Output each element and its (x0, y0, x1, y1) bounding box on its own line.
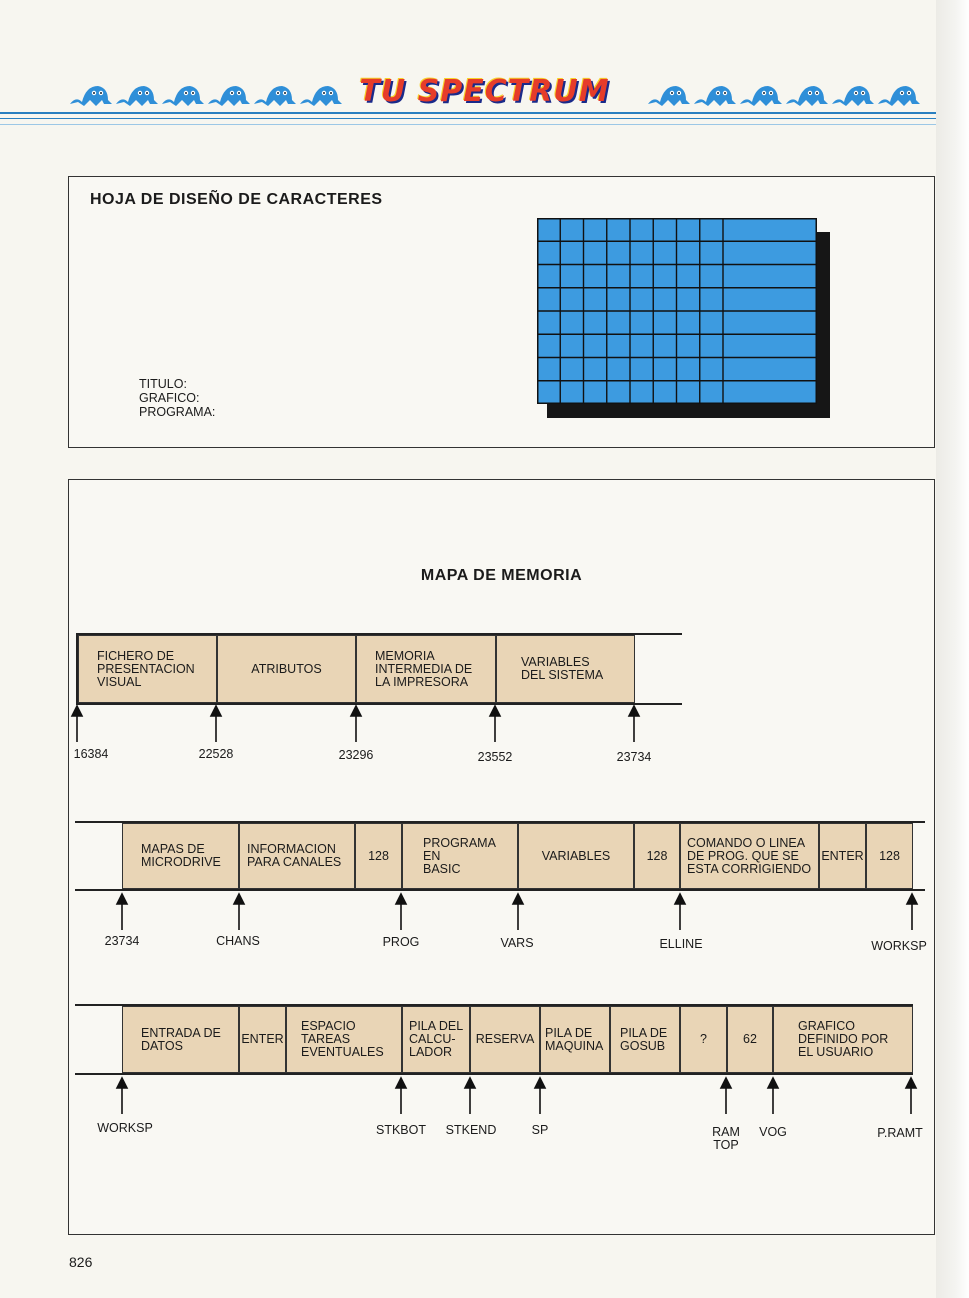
row3-bottom-line (75, 1073, 913, 1075)
cell-enter: ENTER (819, 823, 866, 889)
cell-enter: ENTER (239, 1006, 286, 1073)
field-titulo: TITULO: (139, 377, 187, 391)
pointer-label: STKEND (445, 1123, 497, 1137)
address-label: 16384 (73, 747, 109, 761)
pointer-label: WORKSP (871, 939, 927, 953)
design-sheet-title: HOJA DE DISEÑO DE CARACTERES (90, 191, 383, 208)
cell-fichero-presentacion: FICHERO DE PRESENTACION VISUAL (78, 635, 217, 703)
brand-logo: TU SPECTRUM (359, 74, 610, 109)
arrow-up-icon (69, 704, 85, 742)
pointer-label: VOG (759, 1125, 787, 1139)
pointer-label: VARS (500, 936, 534, 950)
cell-62: 62 (727, 1006, 773, 1073)
field-grafico: GRAFICO: (139, 391, 200, 405)
arrow-up-icon (510, 892, 526, 930)
cell-pila-calculador: PILA DEL CALCU- LADOR (402, 1006, 470, 1073)
pointer-label: P.RAMT (877, 1126, 923, 1140)
header-rule-thin (0, 118, 969, 119)
row2-bottom-line (75, 889, 925, 891)
pointer-label: WORKSP (97, 1121, 153, 1135)
cell-reserva: RESERVA (470, 1006, 540, 1073)
pointer-label: RAM TOP (712, 1125, 740, 1152)
cell-programa-basic: PROGRAMA EN BASIC (402, 823, 518, 889)
arrow-up-icon (114, 1076, 130, 1114)
cell-espacio-tareas: ESPACIO TAREAS EVENTUALES (286, 1006, 402, 1073)
arrow-up-icon (208, 704, 224, 742)
cell-grafico-usuario: GRAFICO DEFINIDO POR EL USUARIO (773, 1006, 913, 1073)
arrow-up-icon (487, 704, 503, 742)
arrow-up-icon (904, 892, 920, 930)
pointer-label: STKBOT (375, 1123, 427, 1137)
pointer-label: PROG (382, 935, 420, 949)
pointer-label: ELLINE (659, 937, 703, 951)
arrow-up-icon (114, 892, 130, 930)
cell-pila-maquina: PILA DE MAQUINA (540, 1006, 610, 1073)
row1-bottom-line (77, 703, 682, 705)
address-label: 23552 (477, 750, 513, 764)
cell-unknown: ? (680, 1006, 727, 1073)
address-label: 22528 (198, 747, 234, 761)
arrow-up-icon (393, 892, 409, 930)
address-label: 23296 (338, 748, 374, 762)
cell-128: 128 (866, 823, 913, 889)
cell-128: 128 (355, 823, 402, 889)
pointer-label: CHANS (216, 934, 260, 948)
pointer-label: SP (531, 1123, 549, 1137)
arrow-up-icon (672, 892, 688, 930)
arrow-up-icon (626, 704, 642, 742)
arrow-up-icon (718, 1076, 734, 1114)
page-number: 826 (69, 1254, 93, 1270)
arrow-up-icon (462, 1076, 478, 1114)
field-programa: PROGRAMA: (139, 405, 216, 419)
cell-pila-gosub: PILA DE GOSUB (610, 1006, 680, 1073)
cell-atributos: ATRIBUTOS (217, 635, 356, 703)
arrow-up-icon (231, 892, 247, 930)
cell-informacion-canales: INFORMACION PARA CANALES (239, 823, 355, 889)
memory-map-title: MAPA DE MEMORIA (420, 567, 583, 584)
arrow-up-icon (348, 704, 364, 742)
arrow-up-icon (532, 1076, 548, 1114)
cell-entrada-datos: ENTRADA DE DATOS (122, 1006, 239, 1073)
cell-variables-sistema: VARIABLES DEL SISTEMA (496, 635, 635, 703)
cell-mapas-microdrive: MAPAS DE MICRODRIVE (122, 823, 239, 889)
header-rule-light (0, 124, 969, 125)
address-label: 23734 (616, 750, 652, 764)
header-rule (0, 112, 969, 114)
character-grid (537, 218, 817, 404)
pointer-label: 23734 (104, 934, 140, 948)
cell-memoria-impresora: MEMORIA INTERMEDIA DE LA IMPRESORA (356, 635, 496, 703)
arrow-up-icon (903, 1076, 919, 1114)
cell-128: 128 (634, 823, 680, 889)
cell-variables: VARIABLES (518, 823, 634, 889)
arrow-up-icon (393, 1076, 409, 1114)
page-edge-shading (936, 0, 969, 1298)
arrow-up-icon (765, 1076, 781, 1114)
cell-comando-linea: COMANDO O LINEA DE PROG. QUE SE ESTA CORRIGIENDO (680, 823, 819, 889)
